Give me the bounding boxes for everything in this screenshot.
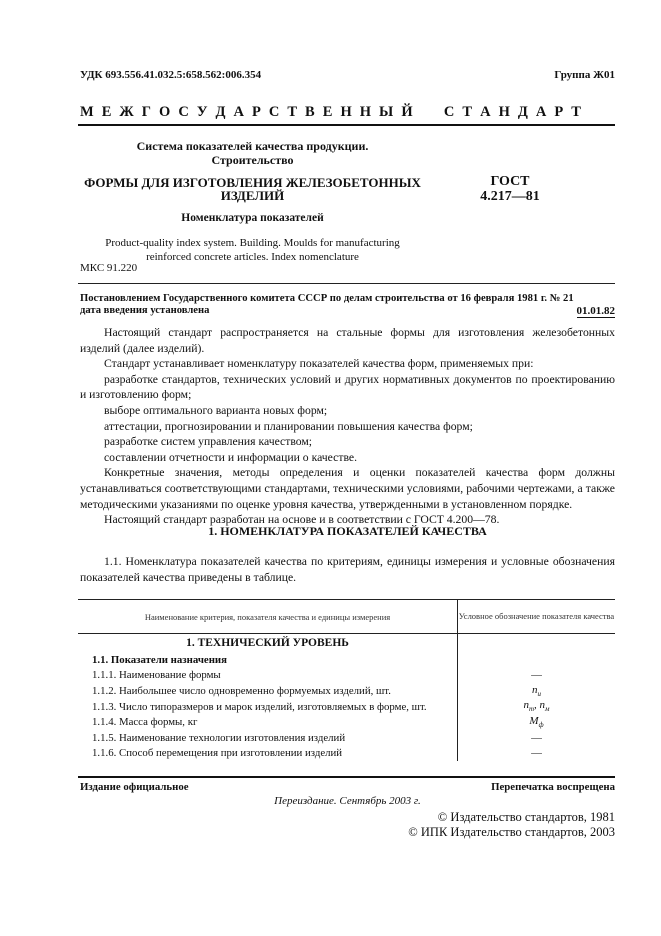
- intro-paragraph: Настоящий стандарт распространяется на стальные формы для изготовления железобетонных изделий (далее изделий).: [80, 326, 615, 355]
- main-title-line2: ИЗДЕЛИЙ: [220, 188, 285, 203]
- table-row: [78, 714, 615, 730]
- symbol: $M_ф$: [529, 715, 544, 730]
- row-symbol: —: [458, 746, 616, 762]
- standard-banner: М Е Ж Г О С У Д А Р С Т В Е Н Н Ы Й С Т А Н Д А Р Т: [80, 104, 584, 120]
- copyright-1981: © Издательство стандартов, 1981: [437, 810, 615, 824]
- level-heading: 1. ТЕХНИЧЕСКИЙ УРОВЕНЬ: [186, 637, 349, 649]
- english-title-line1: Product-quality index system. Building. Moulds for manufacturing: [105, 237, 400, 249]
- intro-paragraph: Стандарт устанавливает номенклатуру показателей качества форм, применяемых при:: [104, 357, 534, 371]
- main-title: [80, 176, 425, 202]
- row-symbol: —: [458, 668, 616, 684]
- column-header-symbol: Условное обозначение показателя качества: [458, 600, 616, 634]
- nomenclature-subtitle: Номенклатура показателей: [181, 212, 324, 224]
- system-title-line1: Система показателей качества продукции.: [136, 139, 369, 153]
- row-symbol: [458, 714, 616, 730]
- row-name: 1.1.6. Способ перемещения при изготовлении изделий: [92, 747, 343, 760]
- intro-list-item: разработке стандартов, технических условий и других нормативных документов по проектированию и изготовлению форм;: [80, 372, 615, 402]
- intro-paragraph: Настоящий стандарт разработан на основе и в соответствии с ГОСТ 4.200—78.: [104, 513, 500, 527]
- group-code: Группа Ж01: [554, 69, 615, 81]
- row-name: 1.1.5. Наименование технологии изготовления изделий: [92, 731, 346, 744]
- table-row: [78, 699, 615, 715]
- system-title: [80, 139, 425, 167]
- table-row: [78, 683, 615, 699]
- english-title-line2: reinforced concrete articles. Index nomenclature: [146, 251, 359, 263]
- section-paragraph: 1.1. Номенклатура показателей качества по критериям, единицы измерения и условные обозначения показателей качества приведены в таблице.: [80, 555, 615, 584]
- row-name: 1.1.4. Масса формы, кг: [92, 716, 198, 729]
- table-row: [78, 668, 615, 684]
- table-row: [78, 730, 615, 746]
- decree-line: Постановлением Государственного комитета СССР по делам строительства от 16 февраля 1981 г. № 21: [80, 293, 574, 304]
- column-header-name: Наименование критерия, показателя качества и единицы измерения: [78, 600, 458, 634]
- row-name: 1.1.2. Наибольшее число одновременно формуемых изделий, шт.: [92, 684, 391, 697]
- row-symbol: [458, 699, 616, 715]
- section-heading: 1. НОМЕНКЛАТУРА ПОКАЗАТЕЛЕЙ КАЧЕСТВА: [208, 524, 487, 538]
- intro-list-item: аттестации, прогнозировании и планировании повышения качества форм;: [104, 419, 473, 433]
- reprint-ban: Перепечатка воспрещена: [491, 781, 615, 793]
- row-symbol: —: [458, 730, 616, 746]
- system-title-line2: Строительство: [211, 153, 294, 167]
- table-row: [78, 746, 615, 762]
- table-header-row: [78, 600, 615, 634]
- table-level-row: [78, 634, 615, 653]
- banner-rule: [78, 124, 615, 126]
- footer-rule: [78, 776, 615, 778]
- main-title-line1: ФОРМЫ ДЛЯ ИЗГОТОВЛЕНИЯ ЖЕЛЕЗОБЕТОННЫХ: [84, 175, 421, 190]
- decree-date-label: дата введения установлена: [80, 305, 210, 316]
- row-name: 1.1.1. Наименование формы: [92, 669, 221, 682]
- gost-number: [470, 174, 550, 204]
- symbol: $n_и$: [532, 683, 541, 699]
- group-heading: 1.1. Показатели назначения: [92, 653, 227, 666]
- official-edition: Издание официальное: [80, 781, 189, 793]
- gost-label: ГОСТ: [490, 174, 530, 189]
- row-symbol: [458, 683, 616, 699]
- effective-date: 01.01.82: [576, 305, 615, 317]
- section-text: [80, 554, 615, 585]
- intro-list-item: составлении отчетности и информации о качестве.: [104, 450, 358, 464]
- intro-list-item: выборе оптимального варианта новых форм;: [104, 403, 328, 417]
- gost-code: 4.217—81: [480, 189, 540, 204]
- intro-text: [80, 325, 615, 528]
- mks-code: МКС 91.220: [80, 262, 138, 274]
- copyright-2003: © ИПК Издательство стандартов, 2003: [408, 825, 615, 839]
- indicator-table: [78, 599, 615, 761]
- english-title: [80, 236, 425, 264]
- intro-list-item: разработке систем управления качеством;: [104, 435, 313, 449]
- title-rule: [78, 283, 615, 284]
- table-group-row: [78, 652, 615, 668]
- reissue-note: Переиздание. Сентябрь 2003 г.: [274, 795, 421, 807]
- intro-paragraph: Конкретные значения, методы определения и оценки показателей качества форм должны устанавливаться соответствующими стандартами, техническими условиями, рабочими чертежами, а также методическими указаниями по оценке уровня качества, утвержденными в установленном порядке.: [80, 466, 615, 511]
- symbol: $n_т$, $n_м$: [523, 699, 550, 714]
- row-name: 1.1.3. Число типоразмеров и марок изделий, изготовляемых в форме, шт.: [92, 700, 427, 713]
- udk-code: УДК 693.556.41.032.5:658.562:006.354: [80, 69, 262, 81]
